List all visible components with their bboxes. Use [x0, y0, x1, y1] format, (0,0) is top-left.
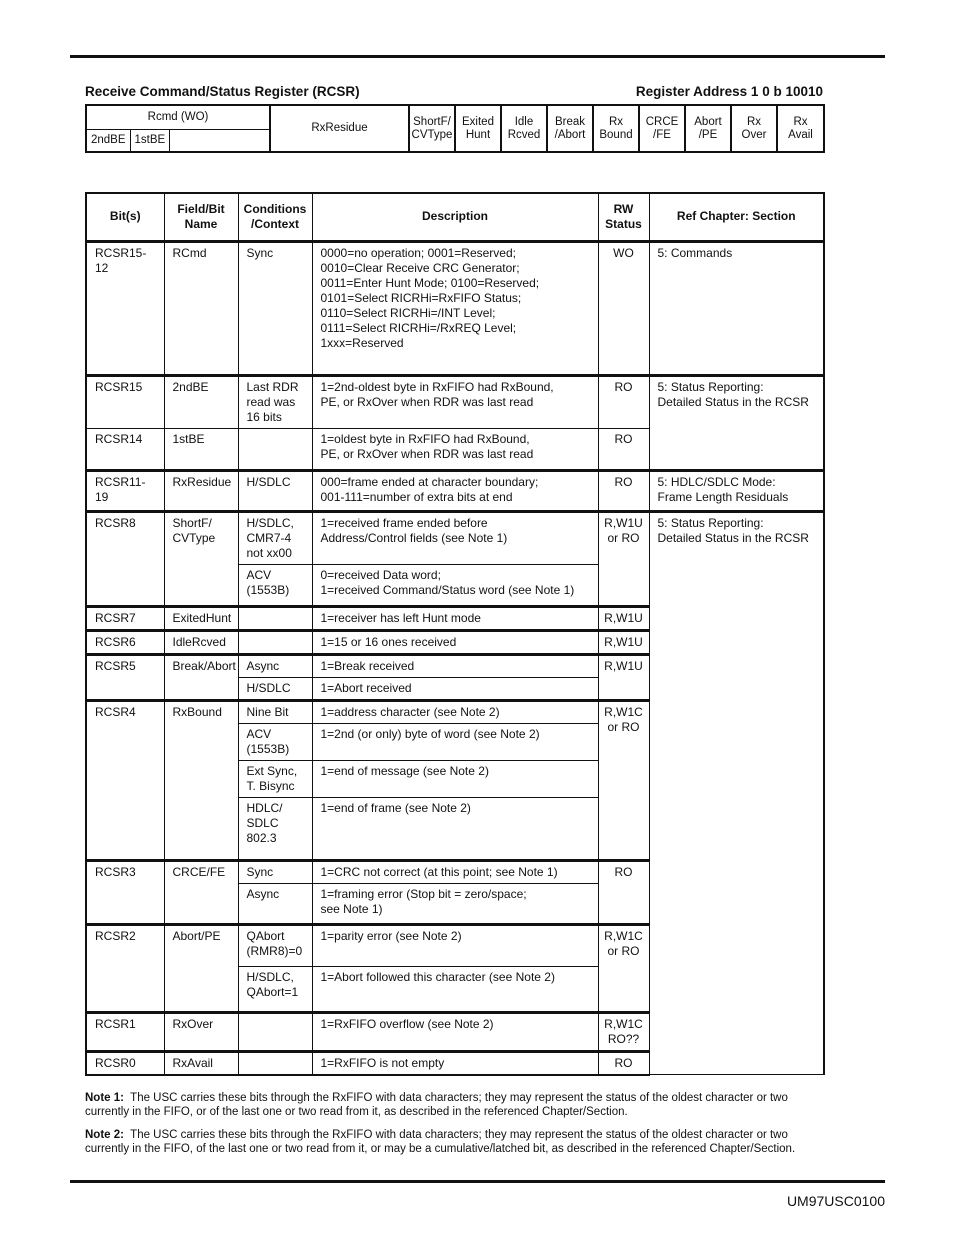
col-header-description: Description	[312, 193, 598, 241]
bits-cell: RCSR8	[86, 511, 164, 606]
cond-cell	[238, 630, 312, 654]
rw-cell: R,W1U	[598, 654, 649, 700]
cond-cell	[238, 428, 312, 470]
bit-field-idlercved: Idle Rcved	[501, 105, 547, 152]
field-cell: Abort/PE	[164, 924, 238, 1012]
desc-cell: 1=2nd-oldest byte in RxFIFO had RxBound, PE, or RxOver when RDR was last read	[312, 375, 598, 428]
rxresidue-field: RxResidue	[270, 105, 409, 152]
table-row-rcsr11-19	[86, 470, 824, 511]
desc-cell: 0000=no operation; 0001=Reserved; 0010=Clear Receive CRC Generator; 0011=Enter Hunt Mode; 0100=Reserved; 0101=Select RICRHi=RxFIFO Status; 0110=Select RICRHi=/INT Level; 0111=Select RICRHi=/RxREQ Level; 1xxx=Reserved	[312, 241, 598, 375]
desc-cell: 1=end of message (see Note 2)	[312, 760, 598, 797]
desc-cell: 1=framing error (Stop bit = zero/space; see Note 1)	[312, 883, 598, 924]
desc-cell: 1=RxFIFO overflow (see Note 2)	[312, 1012, 598, 1051]
col-header-conditions: Conditions /Context	[238, 193, 312, 241]
bits-cell: RCSR1	[86, 1012, 164, 1051]
bit-field-breakabort: Break /Abort	[547, 105, 593, 152]
field-cell: 2ndBE	[164, 375, 238, 428]
cond-cell: Sync	[238, 860, 312, 883]
cond-cell	[238, 606, 312, 630]
table-row-rcsr8	[86, 511, 824, 564]
desc-cell: 1=oldest byte in RxFIFO had RxBound, PE, or RxOver when RDR was last read	[312, 428, 598, 470]
bit-field-exitedhunt: Exited Hunt	[455, 105, 501, 152]
bits-cell: RCSR14	[86, 428, 164, 470]
desc-cell: 1=end of frame (see Note 2)	[312, 797, 598, 860]
col-header-ref: Ref Chapter: Section	[649, 193, 824, 241]
rw-cell: R,W1C or RO	[598, 924, 649, 1012]
bits-cell: RCSR6	[86, 630, 164, 654]
table-row-rcsr15	[86, 375, 824, 428]
field-cell: CRCE/FE	[164, 860, 238, 924]
field-cell: ExitedHunt	[164, 606, 238, 630]
bits-cell: RCSR15-12	[86, 241, 164, 375]
col-header-field: Field/Bit Name	[164, 193, 238, 241]
cond-cell: H/SDLC, QAbort=1	[238, 966, 312, 1012]
document-id: UM97USC0100	[786, 1193, 885, 1209]
bit-field-abortpe: Abort /PE	[685, 105, 731, 152]
rw-cell: RO	[598, 860, 649, 924]
rw-cell: R,W1C RO??	[598, 1012, 649, 1051]
bit-field-rxavail: Rx Avail	[777, 105, 824, 152]
desc-cell: 1=15 or 16 ones received	[312, 630, 598, 654]
cond-cell	[238, 1012, 312, 1051]
field-cell: RxOver	[164, 1012, 238, 1051]
bits-cell: RCSR0	[86, 1051, 164, 1075]
register-title-row	[85, 84, 823, 102]
register-address: Register Address 1 0 b 10010	[635, 84, 823, 99]
table-row-rcsr15-12	[86, 241, 824, 375]
cond-cell: ACV (1553B)	[238, 564, 312, 606]
rw-cell: RO	[598, 375, 649, 428]
bit-field-shortf: ShortF/ CVType	[409, 105, 455, 152]
rw-cell: R,W1U	[598, 606, 649, 630]
cond-cell: H/SDLC	[238, 677, 312, 700]
bottom-rule	[70, 1180, 885, 1183]
register-bitfield-table	[85, 104, 825, 153]
cond-cell: H/SDLC, CMR7-4 not xx00	[238, 511, 312, 564]
desc-cell: 0=received Data word; 1=received Command/Status word (see Note 1)	[312, 564, 598, 606]
field-cell: RxResidue	[164, 470, 238, 511]
rw-cell: WO	[598, 241, 649, 375]
bits-cell: RCSR5	[86, 654, 164, 700]
top-rule	[70, 55, 885, 58]
rw-cell: RO	[598, 470, 649, 511]
desc-cell: 1=received frame ended before Address/Control fields (see Note 1)	[312, 511, 598, 564]
rw-cell: R,W1C or RO	[598, 700, 649, 860]
cond-cell: Nine Bit	[238, 700, 312, 723]
register-title: Receive Command/Status Register (RCSR)	[85, 84, 360, 99]
desc-cell: 1=Abort followed this character (see Note 2)	[312, 966, 598, 1012]
desc-cell: 1=Abort received	[312, 677, 598, 700]
cond-cell: HDLC/ SDLC 802.3	[238, 797, 312, 860]
field-cell: RxAvail	[164, 1051, 238, 1075]
ref-cell: 5: HDLC/SDLC Mode: Frame Length Residuals	[649, 470, 824, 511]
bits-cell: RCSR2	[86, 924, 164, 1012]
note-2-label: Note 2:	[85, 1129, 124, 1141]
note-1	[85, 1091, 805, 1119]
desc-cell: 1=RxFIFO is not empty	[312, 1051, 598, 1075]
rcmd-label: Rcmd (WO)	[87, 106, 269, 130]
rcmd-sub-1stbe: 1stBE	[131, 130, 171, 151]
cond-cell: Async	[238, 883, 312, 924]
cond-cell: ACV (1553B)	[238, 723, 312, 760]
bit-field-rxover: Rx Over	[731, 105, 777, 152]
cond-cell: H/SDLC	[238, 470, 312, 511]
bits-cell: RCSR7	[86, 606, 164, 630]
desc-cell: 000=frame ended at character boundary; 001-111=number of extra bits at end	[312, 470, 598, 511]
rw-cell: R,W1U or RO	[598, 511, 649, 606]
bits-cell: RCSR4	[86, 700, 164, 860]
ref-cell: 5: Status Reporting: Detailed Status in the RCSR	[649, 511, 824, 1075]
col-header-bits: Bit(s)	[86, 193, 164, 241]
bits-cell: RCSR15	[86, 375, 164, 428]
rw-cell: R,W1U	[598, 630, 649, 654]
desc-cell: 1=parity error (see Note 2)	[312, 924, 598, 966]
cond-cell: Ext Sync, T. Bisync	[238, 760, 312, 797]
bit-field-rxbound: Rx Bound	[593, 105, 639, 152]
ref-cell: 5: Commands	[649, 241, 824, 375]
desc-cell: 1=2nd (or only) byte of word (see Note 2)	[312, 723, 598, 760]
rw-cell: RO	[598, 428, 649, 470]
bit-description-table	[85, 192, 825, 1076]
cond-cell	[238, 1051, 312, 1075]
bits-cell: RCSR3	[86, 860, 164, 924]
note-2	[85, 1128, 805, 1156]
rcmd-field	[86, 105, 270, 152]
field-cell: ShortF/ CVType	[164, 511, 238, 606]
desc-cell: 1=address character (see Note 2)	[312, 700, 598, 723]
field-cell: RCmd	[164, 241, 238, 375]
bit-field-crcefe: CRCE /FE	[639, 105, 685, 152]
rw-cell: RO	[598, 1051, 649, 1075]
cond-cell: QAbort (RMR8)=0	[238, 924, 312, 966]
bits-cell: RCSR11-19	[86, 470, 164, 511]
field-cell: IdleRcved	[164, 630, 238, 654]
note-1-label: Note 1:	[85, 1092, 124, 1104]
cond-cell: Async	[238, 654, 312, 677]
cond-cell: Sync	[238, 241, 312, 375]
field-cell: RxBound	[164, 700, 238, 860]
field-cell: Break/Abort	[164, 654, 238, 700]
field-cell: 1stBE	[164, 428, 238, 470]
ref-cell: 5: Status Reporting: Detailed Status in the RCSR	[649, 375, 824, 470]
note-2-text: The USC carries these bits through the RxFIFO with data characters; they may represent the status of the oldest character or two currently in the FIFO, of the last one or two read from it, or may be a cumulative/latched bit, as described in the referenced Chapter/Section.	[85, 1129, 796, 1155]
col-header-rw: RW Status	[598, 193, 649, 241]
rcmd-sub-2ndbe: 2ndBE	[87, 130, 131, 151]
desc-cell: 1=receiver has left Hunt mode	[312, 606, 598, 630]
note-1-text: The USC carries these bits through the RxFIFO with data characters; they may represent the status of the oldest character or two currently in the FIFO, or of the last one or two read from it, as described in the referenced Chapter/Section.	[85, 1092, 788, 1118]
cond-cell: Last RDR read was 16 bits	[238, 375, 312, 428]
desc-cell: 1=CRC not correct (at this point; see Note 1)	[312, 860, 598, 883]
desc-cell: 1=Break received	[312, 654, 598, 677]
